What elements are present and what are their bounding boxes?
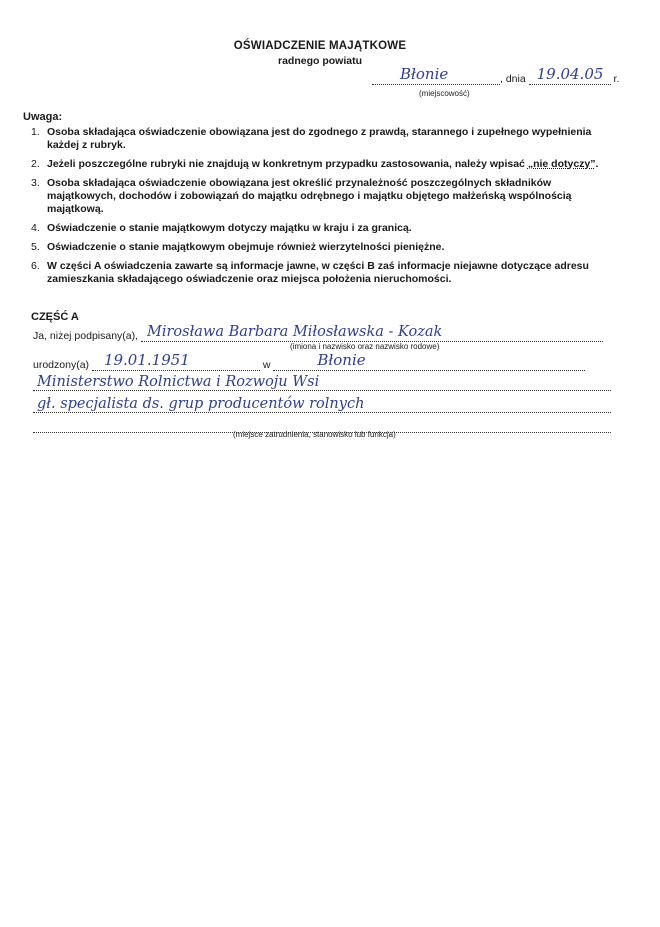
note-number: 5. (31, 241, 40, 253)
part-a-heading: CZĘŚĆ A (31, 311, 79, 323)
note-number: 4. (31, 222, 40, 234)
note-item (25, 260, 610, 286)
in-label: w (262, 359, 271, 371)
birth-row (33, 351, 585, 371)
signed-field (141, 324, 603, 342)
born-label: urodzony(a) (33, 359, 90, 371)
note-text: Oświadczenie o stanie majątkowym dotyczy majątku w kraju i za granicą. (47, 222, 412, 234)
note-item (25, 177, 610, 216)
name-caption: (imiona i nazwisko oraz nazwisko rodowe) (290, 342, 440, 351)
note-item (25, 222, 610, 235)
note-highlight: „nie dotyczy” (527, 158, 596, 170)
document-title: OŚWIADCZENIE MAJĄTKOWE (233, 40, 407, 52)
note-number: 3. (31, 177, 40, 189)
note-item (25, 126, 610, 152)
date-value: 19.04.05 (536, 65, 604, 83)
note-text: Osoba składająca oświadczenie obowiązana jest określić przynależność poszczególnych składników majątkowych, dochodów i zobowiązań do majątku odrębnego i majątku objętego małżeńską wspólnością majątkową. (47, 177, 572, 215)
born-date-value: 19.01.1951 (103, 351, 190, 369)
note-item (25, 241, 610, 254)
note-item (25, 158, 610, 171)
date-label: , dnia (500, 73, 526, 85)
employment-line-1 (33, 376, 611, 391)
place-caption: (miejscowość) (419, 89, 470, 98)
born-place-field (273, 351, 585, 371)
signed-label: Ja, niżej podpisany(a), (33, 330, 139, 342)
note-text: W części A oświadczenia zawarte są informacje jawne, w części B zaś informacje niejawne dotyczące adresu zamieszkania składającego oświadczenie oraz miejsca położenia nieruchomości. (47, 260, 589, 285)
born-date-field (92, 351, 260, 371)
place-date-row (372, 65, 620, 85)
employment-value-1: Ministerstwo Rolnictwa i Rozwoju Wsi (37, 374, 320, 390)
employment-caption: (miejsce zatrudnienia, stanowisko lub funkcja) (233, 430, 396, 439)
note-text-end: . (595, 158, 599, 170)
note-number: 2. (31, 158, 40, 170)
signed-value: Mirosława Barbara Miłosławska - Kozak (146, 324, 443, 340)
date-field (529, 65, 611, 85)
note-number: 1. (31, 126, 40, 138)
notes-list (25, 126, 610, 292)
note-text: Jeżeli poszczególne rubryki nie znajdują w konkretnym przypadku zastosowania, należy wpisać (47, 158, 528, 170)
note-text: Oświadczenie o stanie majątkowym obejmuje również wierzytelności pieniężne. (47, 241, 445, 253)
employment-value-2: gł. specjalista ds. grup producentów rolnych (37, 396, 365, 412)
note-number: 6. (31, 260, 40, 272)
employment-line-2 (33, 398, 611, 413)
signed-row (33, 324, 603, 342)
place-field (372, 65, 500, 85)
year-suffix: r. (613, 73, 620, 85)
note-text: Osoba składająca oświadczenie obowiązana jest do zgodnego z prawdą, starannego i zupełnego wypełnienia każdej z rubryk. (47, 126, 592, 151)
notes-heading: Uwaga: (23, 111, 63, 123)
place-value: Błonie (400, 65, 449, 83)
born-place-value: Błonie (317, 351, 366, 369)
document-subtitle: radnego powiatu (278, 55, 362, 67)
